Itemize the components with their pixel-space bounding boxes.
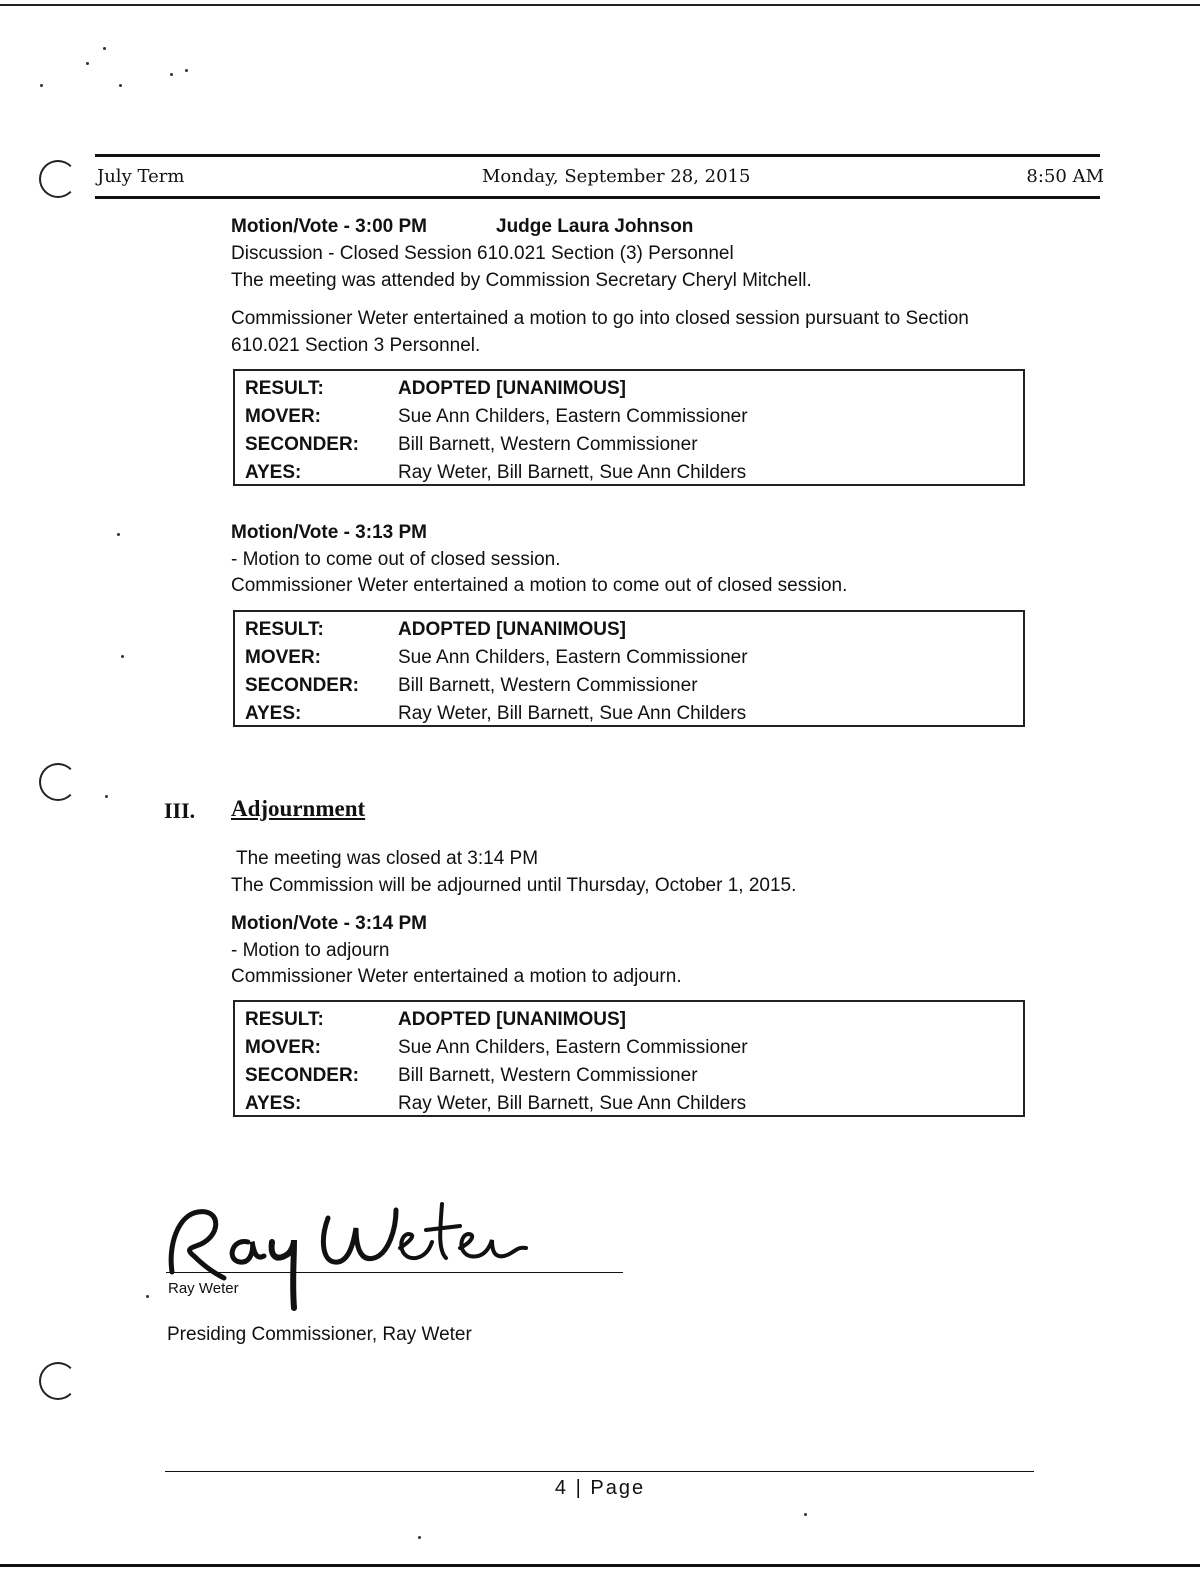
motion1-vote-table [233,369,1025,486]
motion1-discussion: Discussion - Closed Session 610.021 Section (3) Personnel [231,243,734,264]
vote-ayes-label: AYES: [245,703,302,724]
scan-speck [185,69,188,72]
vote-seconder-label: SECONDER: [245,675,360,696]
vote-result-label: RESULT: [245,1009,324,1030]
scan-speck [40,84,43,87]
motion1-attended: The meeting was attended by Commission Secretary Cheryl Mitchell. [231,270,812,291]
scan-speck [418,1536,421,1539]
motion1-text-line1: Commissioner Weter entertained a motion to go into closed session pursuant to Section [231,308,969,329]
vote-seconder-value: Bill Barnett, Western Commissioner [398,434,698,455]
motion2-item: - Motion to come out of closed session. [231,549,561,570]
binder-hole-bottom [39,1362,77,1400]
vote-seconder-value: Bill Barnett, Western Commissioner [398,675,698,696]
signer-printed-name: Ray Weter [168,1280,239,1297]
scan-top-edge [0,4,1200,6]
section-number: III. [164,798,196,823]
scan-speck [117,533,120,536]
vote-mover-label: MOVER: [245,406,321,427]
motion2-heading: Motion/Vote - 3:13 PM [231,522,427,543]
signer-role: Presiding Commissioner, Ray Weter [167,1324,472,1345]
header-rule-bottom [95,196,1100,199]
vote-mover-value: Sue Ann Childers, Eastern Commissioner [398,1037,748,1058]
scan-speck [170,73,173,76]
vote-ayes-value: Ray Weter, Bill Barnett, Sue Ann Childers [398,703,747,724]
header-time: 8:50 AM [1026,166,1104,187]
meeting-closed-text: The meeting was closed at 3:14 PM [236,848,539,869]
vote-mover-label: MOVER: [245,1037,321,1058]
header-term: July Term [97,166,185,187]
vote-result-label: RESULT: [245,619,324,640]
section-title: Adjournment [231,796,366,821]
motion2-vote-table [233,610,1025,727]
scan-bottom-edge [0,1564,1200,1567]
vote-result-value: ADOPTED [UNANIMOUS] [398,378,626,399]
vote-mover-value: Sue Ann Childers, Eastern Commissioner [398,406,748,427]
motion1-judge: Judge Laura Johnson [496,216,694,237]
binder-hole-top [39,160,77,198]
vote-ayes-value: Ray Weter, Bill Barnett, Sue Ann Childers [398,462,747,483]
motion3-heading: Motion/Vote - 3:14 PM [231,913,427,934]
motion2-text: Commissioner Weter entertained a motion to come out of closed session. [231,575,848,596]
footer-rule [165,1471,1034,1472]
vote-ayes-label: AYES: [245,1093,302,1114]
vote-result-value: ADOPTED [UNANIMOUS] [398,1009,626,1030]
scan-speck [86,62,89,65]
motion3-item: - Motion to adjourn [231,940,390,961]
scan-speck [119,84,122,87]
motion3-text: Commissioner Weter entertained a motion to adjourn. [231,966,682,987]
header-date: Monday, September 28, 2015 [482,166,751,187]
scan-speck [121,655,124,658]
handwritten-signature [160,1190,540,1320]
motion1-text-line2: 610.021 Section 3 Personnel. [231,335,481,356]
vote-seconder-label: SECONDER: [245,1065,360,1086]
binder-hole-middle [39,763,77,801]
page-number: 4 | Page [554,1477,646,1499]
scan-speck [103,47,106,50]
motion1-heading [231,214,694,240]
signature-line [166,1272,623,1273]
vote-ayes-label: AYES: [245,462,302,483]
scan-speck [804,1513,807,1516]
vote-result-value: ADOPTED [UNANIMOUS] [398,619,626,640]
vote-seconder-value: Bill Barnett, Western Commissioner [398,1065,698,1086]
adjourned-until-text: The Commission will be adjourned until Thursday, October 1, 2015. [231,875,797,896]
vote-ayes-value: Ray Weter, Bill Barnett, Sue Ann Childers [398,1093,747,1114]
vote-mover-value: Sue Ann Childers, Eastern Commissioner [398,647,748,668]
scan-speck [146,1295,149,1298]
motion3-vote-table [233,1000,1025,1117]
header-rule-top [95,154,1100,157]
vote-seconder-label: SECONDER: [245,434,360,455]
motion1-time: Motion/Vote - 3:00 PM [231,216,427,237]
scan-speck [105,795,108,798]
vote-mover-label: MOVER: [245,647,321,668]
vote-result-label: RESULT: [245,378,324,399]
